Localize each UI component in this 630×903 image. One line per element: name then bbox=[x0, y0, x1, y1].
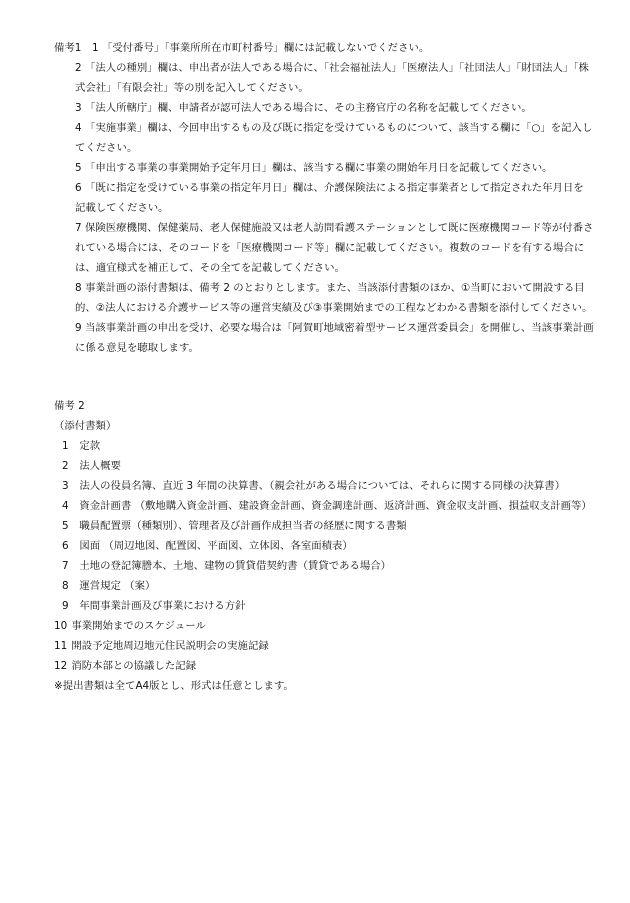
note-number: 3 bbox=[75, 102, 82, 114]
bikou1-note-7 bbox=[54, 218, 594, 278]
note-text: 当該事業計画の申出を受け、必要な場合は「阿賀町地域密着型サービス運営委員会」を開催し、当該事業計画に係る意見を聴取します。 bbox=[75, 322, 594, 354]
note-number: 4 bbox=[75, 122, 82, 134]
item-number: 11 bbox=[54, 640, 68, 652]
item-text: 図面 （周辺地図、配置図、平面図、立体図、各室面積表） bbox=[79, 540, 353, 552]
bikou1-note-8 bbox=[54, 278, 594, 318]
bikou1-note-4 bbox=[54, 118, 594, 158]
item-number: 2 bbox=[62, 460, 69, 472]
note-number: 8 bbox=[75, 282, 82, 294]
item-text: 法人の役員名簿、直近 3 年間の決算書、（親会社がある場合については、それらに関する同様の決算書） bbox=[79, 480, 566, 492]
note-text: 「法人の種別」欄は、申出者が法人である場合に、「社会福祉法人」「医療法人」「社団法人」「財団法人」「株式会社」「有限会社」等の別を記入してください。 bbox=[75, 62, 589, 94]
item-text: 事業開始までのスケジュール bbox=[71, 620, 206, 632]
attachment-item-4 bbox=[54, 496, 594, 516]
item-number: 6 bbox=[62, 540, 69, 552]
item-text: 土地の登記簿謄本、土地、建物の賃貸借契約書（賃貸である場合） bbox=[79, 560, 392, 572]
attachment-item-7 bbox=[54, 556, 594, 576]
attachment-item-5 bbox=[54, 516, 594, 536]
attachment-item-10 bbox=[54, 616, 594, 636]
bikou2-sublabel: （添付書類） bbox=[54, 420, 117, 432]
note-number: 2 bbox=[75, 62, 82, 74]
attachment-item-1 bbox=[54, 436, 594, 456]
item-number: 5 bbox=[62, 520, 69, 532]
bikou1-note-6 bbox=[54, 178, 594, 218]
note-number: 5 bbox=[75, 162, 82, 174]
note-number: 7 bbox=[75, 222, 82, 234]
attachment-item-12 bbox=[54, 656, 594, 676]
item-number: 3 bbox=[62, 480, 69, 492]
note-number: 6 bbox=[75, 182, 82, 194]
bikou2-section bbox=[54, 396, 594, 696]
attachment-item-6 bbox=[54, 536, 594, 556]
bikou1-note-2 bbox=[54, 58, 594, 98]
item-text: 運営規定 （案） bbox=[79, 580, 156, 592]
item-text: 職員配置票（種類別）、管理者及び計画作成担当者の経歴に関する書類 bbox=[79, 520, 407, 532]
bikou2-label: 備考 2 bbox=[54, 400, 85, 412]
bikou1-note-1 bbox=[54, 38, 594, 58]
item-text: 消防本部との協議した記録 bbox=[71, 660, 196, 672]
attachment-item-3 bbox=[54, 476, 594, 496]
item-number: 4 bbox=[62, 500, 69, 512]
item-number: 9 bbox=[62, 600, 69, 612]
attachment-item-2 bbox=[54, 456, 594, 476]
note-text: 「実施事業」欄は、今回申出するもの及び既に指定を受けているものについて、該当する欄に「○」を記入してください。 bbox=[75, 122, 593, 154]
bikou1-section bbox=[54, 38, 594, 358]
bikou1-note-9 bbox=[54, 318, 594, 358]
item-number: 1 bbox=[62, 440, 69, 452]
attachment-item-9 bbox=[54, 596, 594, 616]
item-number: 12 bbox=[54, 660, 68, 672]
note-number: 1 bbox=[92, 42, 99, 54]
item-text: 開設予定地周辺地元住民説明会の実施記録 bbox=[71, 640, 269, 652]
note-text: 「既に指定を受けている事業の指定年月日」欄は、介護保険法による指定事業者として指定された年月日を記載してください。 bbox=[75, 182, 584, 214]
bikou2-footer-note: ※提出書類は全てA4版とし、形式は任意とします。 bbox=[54, 680, 294, 692]
note-text: 「申出する事業の事業開始予定年月日」欄は、該当する欄に事業の開始年月日を記載してください。 bbox=[84, 162, 553, 174]
item-text: 資金計画書 （敷地購入資金計画、建設資金計画、資金調達計画、返済計画、資金収支計画、損益収支計画等） bbox=[79, 500, 592, 512]
attachment-item-11 bbox=[54, 636, 594, 656]
bikou1-label: 備考1 bbox=[54, 42, 82, 54]
note-text: 事業計画の添付書類は、備考 2 のとおりとします。また、当該添付書類のほか、①当町において開設する目的、②法人における介護サービス等の運営実績及び③事業開始までの工程などわかる書類を添付してください。 bbox=[75, 282, 593, 314]
item-text: 定款 bbox=[79, 440, 101, 452]
attachment-item-8 bbox=[54, 576, 594, 596]
note-text: 保険医療機関、保健薬局、老人保健施設又は老人訪問看護ステーションとして既に医療機関コード等が付番されている場合には、そのコードを「医療機関コード等」欄に記載してください。複数のコードを有する場合には、適宜様式を補正して、その全てを記載してください。 bbox=[75, 222, 594, 274]
bikou1-note-3 bbox=[54, 98, 594, 118]
item-number: 7 bbox=[62, 560, 69, 572]
bikou1-note-5 bbox=[54, 158, 594, 178]
item-number: 8 bbox=[62, 580, 69, 592]
note-number: 9 bbox=[75, 322, 82, 334]
note-text: 「受付番号」「事業所所在市町村番号」欄には記載しないでください。 bbox=[101, 42, 430, 54]
item-text: 年間事業計画及び事業における方針 bbox=[79, 600, 246, 612]
item-number: 10 bbox=[54, 620, 68, 632]
item-text: 法人概要 bbox=[79, 460, 121, 472]
note-text: 「法人所轄庁」欄、申請者が認可法人である場合に、その主務官庁の名称を記載してください。 bbox=[84, 102, 532, 114]
